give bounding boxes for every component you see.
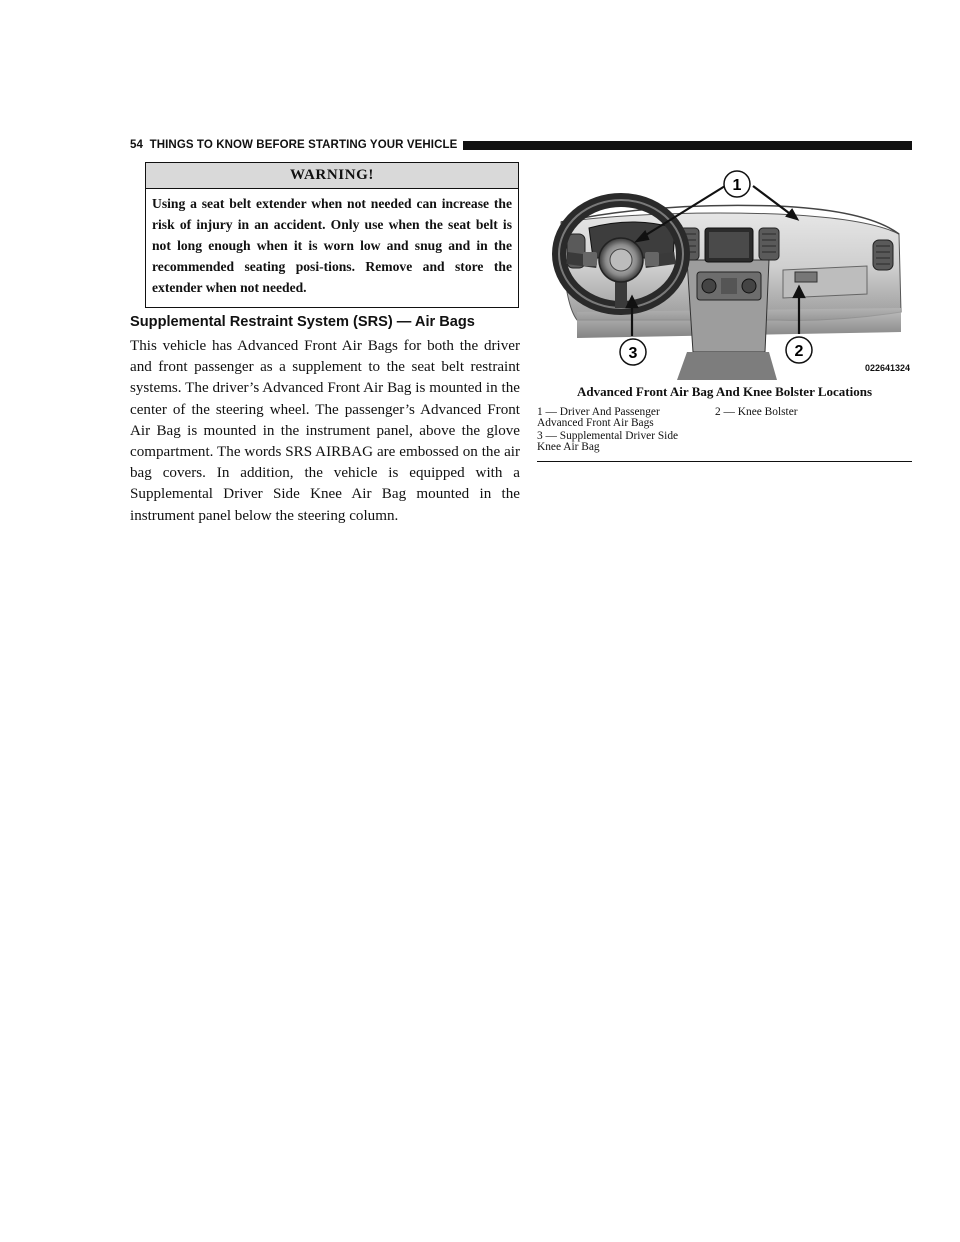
dashboard-drawing — [537, 162, 912, 380]
page-number: 54 — [130, 139, 143, 151]
section-body: This vehicle has Advanced Front Air Bags for both the driver and front passenger as a supplement to the seat belt restraint systems. The driver’s Advanced Front Air Bag is mounted in the center of the steering wheel. The passenger’s Advanced Front Air Bag is mounted in the instrument panel, above the glove compartment. The words SRS AIRBAG are embossed on the air bag covers. In addition, the vehicle is equipped with a Supplemental Driver Side Knee Air Bag mounted in the instrument panel below the steering column. — [130, 338, 520, 524]
callout-3: 3 — [628, 345, 638, 362]
figure-caption: Advanced Front Air Bag And Knee Bolster Locations — [576, 384, 873, 399]
callout-2: 2 — [794, 343, 804, 360]
warning-body: Using a seat belt extender when not needed can increase the risk of injury in an accident. Only use when the seat belt is not long enough when it is worn low and snug and in the recommended seating posi-tions. Remove and store the extender when not needed. — [152, 196, 512, 295]
header-rule — [463, 141, 912, 150]
warning-box — [145, 162, 519, 308]
legend-line: Advanced Front Air Bags — [537, 417, 654, 429]
callout-1: 1 — [732, 177, 742, 194]
page-header-text — [130, 139, 463, 151]
legend-line: 3 — Supplemental Driver Side — [537, 430, 679, 442]
legend-rule — [537, 461, 912, 462]
legend-line: 1 — Driver And Passenger — [537, 406, 660, 418]
warning-title: WARNING! — [146, 163, 518, 189]
legend-item — [715, 407, 798, 418]
dashboard-illustration — [537, 162, 912, 380]
legend-line: Knee Air Bag — [537, 441, 600, 453]
legend-item — [537, 431, 678, 453]
legend-line: 2 — Knee Bolster — [715, 406, 798, 418]
section-heading: Supplemental Restraint System (SRS) — Air Bags — [130, 314, 475, 330]
figure-id: 022641324 — [864, 363, 910, 373]
chapter-title: THINGS TO KNOW BEFORE STARTING YOUR VEHICLE — [149, 139, 458, 151]
legend-item — [537, 407, 660, 429]
page-header — [130, 136, 912, 154]
